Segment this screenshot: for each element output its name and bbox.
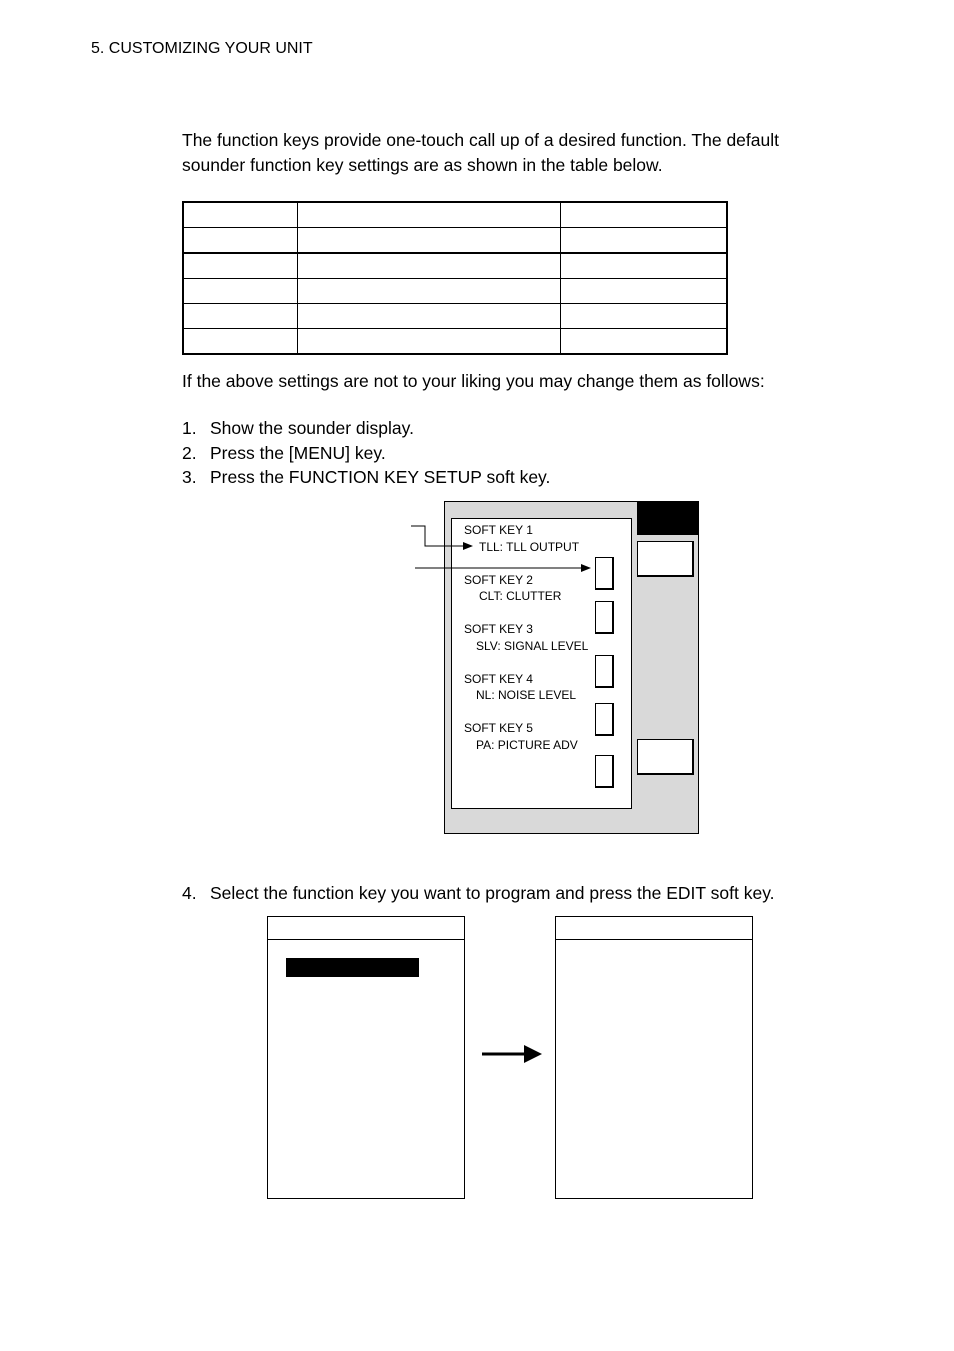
function-key-table [182,201,728,355]
step-item-4: 4. Select the function key you want to program and press the EDIT soft key. [182,883,775,903]
soft-key-4-value: NL: NOISE LEVEL [476,688,577,702]
soft-key-button-3[interactable] [595,655,614,688]
soft-key-1-value: TLL: TLL OUTPUT [479,540,580,554]
soft-key-2-title: SOFT KEY 2 [464,573,533,587]
table-row [183,228,727,254]
table-row [183,202,727,228]
soft-key-5-title: SOFT KEY 5 [464,721,533,735]
right-arrow-icon [581,564,591,572]
step-list [182,416,550,490]
screen-title-block [637,501,699,535]
menu-title-divider [267,939,465,940]
soft-key-3-title: SOFT KEY 3 [464,622,533,636]
section-header: 5. CUSTOMIZING YOUR UNIT [91,40,313,57]
table-row [183,253,727,279]
selected-menu-item[interactable] [286,958,419,977]
right-arrow-icon [463,542,473,550]
table-row [183,279,727,304]
callout-lines [405,518,605,578]
intro-paragraph [182,128,779,178]
return-soft-key[interactable] [637,739,694,775]
soft-key-5-value: PA: PICTURE ADV [476,738,578,752]
change-instructions: If the above settings are not to your liking you may change them as follows: [182,371,765,391]
table-row [183,329,727,355]
menu-title-divider [555,939,753,940]
right-arrow-icon [480,1042,544,1066]
table-row [183,304,727,329]
intro-line-2: sounder function key settings are as shown in the table below. [182,155,663,175]
soft-key-2-value: CLT: CLUTTER [479,589,562,603]
step-item: 1. Show the sounder display. [182,418,414,438]
soft-key-4-title: SOFT KEY 4 [464,672,533,686]
soft-key-3-value: SLV: SIGNAL LEVEL [476,639,589,653]
edit-soft-key[interactable] [637,541,694,577]
soft-key-button-4[interactable] [595,703,614,736]
soft-key-1-title: SOFT KEY 1 [464,523,533,537]
menu-screen-after [555,916,753,1199]
step-item: 3. Press the FUNCTION KEY SETUP soft key. [182,467,551,487]
step-item: 2. Press the [MENU] key. [182,442,386,463]
soft-key-button-5[interactable] [595,755,614,788]
soft-key-button-2[interactable] [595,601,614,634]
intro-line-1: The function keys provide one-touch call up of a desired function. The default [182,130,779,150]
